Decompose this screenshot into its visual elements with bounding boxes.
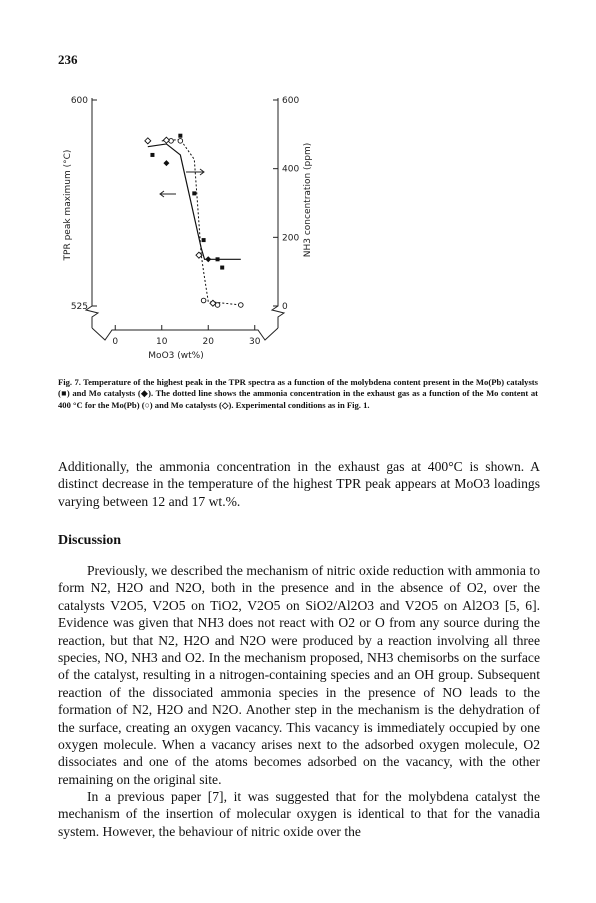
mo-tpr-point xyxy=(163,160,169,166)
x-axis-label: MoO3 (wt%) xyxy=(148,351,204,361)
mo-pb-tpr-point xyxy=(202,238,206,242)
mo-tpr-point xyxy=(205,256,211,262)
y-right-tick-label: 0 xyxy=(282,302,288,312)
figure-caption: Fig. 7. Temperature of the highest peak in the TPR spectra as a function of the molybdena content present in the Mo(Pb) catalysts (■) and Mo catalysts (◆). The dotted line shows the ammonia concentration in the exhaust gas as a function of the Mo content at 400 °C for the Mo(Pb) (○) and Mo catalysts (◇). Experimental conditions as in Fig. 1. xyxy=(58,377,538,410)
ammonia-trend-line xyxy=(162,139,241,304)
y-axis-right-label: NH3 concentration (ppm) xyxy=(303,142,313,258)
tpr-ammonia-figure xyxy=(0,0,596,380)
previous-text: In a previous paper [7], it was suggested that for the molybdena catalyst the mechanism of the insertion of molecular oxygen is identical to that for the vanadia system. However, the behaviour of nitric oxide over the xyxy=(58,789,540,839)
page-number: 236 xyxy=(58,52,78,67)
previous-paper-paragraph xyxy=(58,788,540,840)
mo-pb-ammonia-point xyxy=(178,139,183,144)
tick-marks xyxy=(92,100,278,330)
x-tick-label: 0 xyxy=(112,337,119,347)
plot-area xyxy=(145,134,243,308)
discussion-text: Previously, we described the mechanism of nitric oxide reduction with ammonia to form N2, H2O and N2O, both in the presence and in the absence of O2, over the catalysts V2O5, V2O5 on TiO2, V2O5 on SiO2/Al2O3 and V2O5 on Al2O3 [5, 6]. Evidence was given that NH3 does not react with O2 or O from any source during the reaction, but that N2, H2O and N2O were produced by a reaction involving all three species, NO, NH3 and O2. In the mechanism proposed, NH3 chemisorbs on the surface of the catalyst, resulting in a nitrogen-containing species and an OH group. Subsequent reaction of the dissociated ammonia species in the presence of NO leads to the formation of N2, H2O and N2O. Another step in the mechanism is the dehydration of the surface, creating an oxygen vacancy. This vacancy is immediately occupied by one oxygen molecule. When a vacancy arises next to the adsorbed oxygen molecule, O2 dissociates and one of the atoms becomes adsorbed on the vacancy, with the other remaining on the original site. xyxy=(58,563,540,787)
mo-pb-tpr-point xyxy=(150,153,154,157)
mo-pb-ammonia-point xyxy=(239,303,244,308)
mo-pb-tpr-point xyxy=(216,257,220,261)
y-right-tick-label: 600 xyxy=(282,96,300,106)
mo-pb-tpr-point xyxy=(178,134,182,138)
y-right-tick-label: 200 xyxy=(282,233,300,244)
section-heading: Discussion xyxy=(58,533,122,548)
x-tick-label: 20 xyxy=(202,337,214,347)
discussion-paragraph xyxy=(58,562,540,788)
intro-text: Additionally, the ammonia concentration in the exhaust gas at 400°C is shown. A distinct decrease in the temperature of the highest TPR peak appears at MoO3 loadings varying between 12 and 17 wt.%. xyxy=(58,459,540,509)
y-left-tick-label: 600 xyxy=(70,96,88,106)
left-arrow xyxy=(160,191,176,197)
y-axis-left-label: TPR peak maximum (°C) xyxy=(63,149,73,261)
mo-pb-ammonia-point xyxy=(201,298,206,303)
mo-pb-tpr-point xyxy=(220,266,224,270)
intro-paragraph xyxy=(58,458,540,510)
axis-arrows xyxy=(160,169,204,197)
mo-pb-tpr-point xyxy=(192,191,196,195)
axes xyxy=(86,98,284,340)
mo-pb-ammonia-point xyxy=(169,139,174,144)
mo-ammonia-point xyxy=(145,138,151,144)
tick-labels xyxy=(71,96,300,347)
y-right-tick-label: 400 xyxy=(282,164,300,175)
mo-ammonia-point xyxy=(163,137,169,143)
x-tick-label: 10 xyxy=(156,337,168,347)
x-tick-label: 30 xyxy=(249,337,261,347)
y-left-tick-label: 525 xyxy=(70,302,88,312)
